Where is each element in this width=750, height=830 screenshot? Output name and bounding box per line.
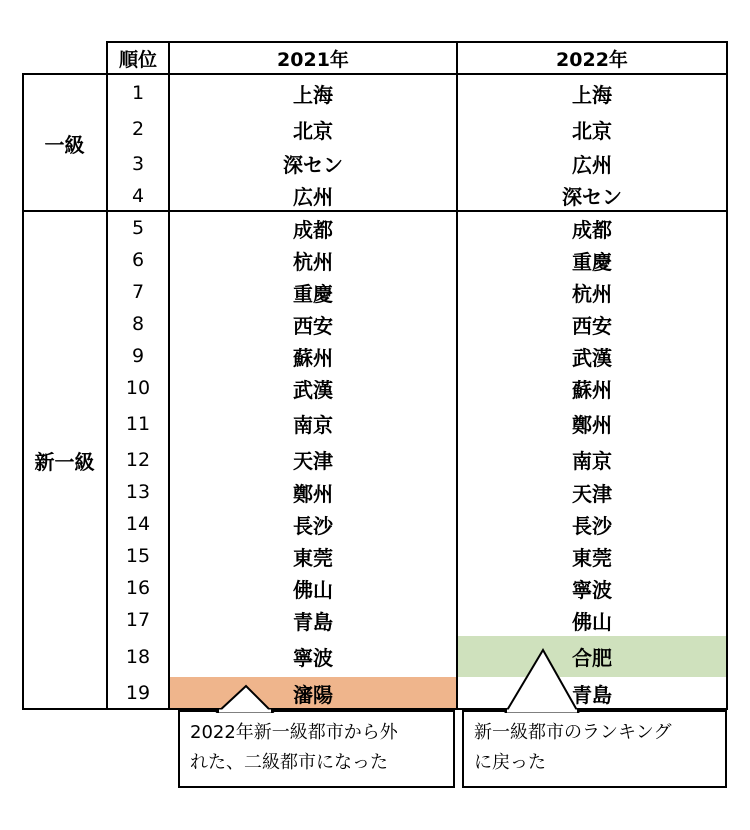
- city-2021-cell: 青島: [293, 609, 333, 634]
- callout-returned-line2: に戻った: [474, 752, 546, 773]
- rank-cell: 10: [125, 377, 151, 399]
- header-rank: 順位: [118, 48, 157, 71]
- rank-cell: 17: [125, 609, 151, 631]
- callout-dropped-line1: 2022年新一級都市から外: [190, 722, 398, 743]
- rank-cell: 4: [131, 184, 145, 207]
- header-2022: 2022年: [556, 48, 628, 71]
- city-2021-cell: 北京: [293, 118, 333, 143]
- city-2022-cell: 上海: [572, 82, 612, 107]
- city-2021-cell: 南京: [293, 413, 333, 437]
- city-2022-cell: 成都: [572, 217, 612, 242]
- tier-new-first-label: 新一級: [34, 450, 95, 474]
- city-2022-cell: 佛山: [572, 609, 612, 634]
- city-2021-cell: 佛山: [293, 577, 333, 602]
- rank-cell: 13: [125, 481, 151, 503]
- callout-dropped-line2: れた、二級都市になった: [190, 752, 388, 773]
- city-2022-cell: 青島: [572, 682, 612, 707]
- city-2022-cell: 天津: [572, 481, 612, 506]
- city-2021-cell: 広州: [293, 185, 333, 209]
- city-2022-cell: 北京: [572, 118, 612, 143]
- header-2021: 2021年: [277, 48, 349, 71]
- city-2022-cell: 南京: [572, 449, 612, 473]
- city-2022-cell: 合肥: [572, 646, 612, 670]
- city-2021-cell: 蘇州: [293, 345, 333, 370]
- city-2022-cell: 東莞: [572, 545, 612, 570]
- city-2021-cell: 鄭州: [293, 481, 333, 506]
- rank-cell: 8: [131, 313, 145, 335]
- city-2021-cell: 杭州: [293, 249, 333, 274]
- city-2022-cell: 深セン: [562, 185, 622, 209]
- city-2022-cell: 長沙: [572, 513, 612, 538]
- city-2021-cell: 寧波: [293, 646, 333, 670]
- city-2021-cell: 天津: [293, 449, 333, 473]
- callout-dropped-tail: [218, 686, 272, 712]
- city-2021-cell: 瀋陽: [293, 682, 333, 707]
- callout-returned-tail: [506, 650, 578, 712]
- rank-cell: 11: [125, 412, 151, 435]
- city-2021-cell: 重慶: [293, 281, 333, 306]
- rank-cell: 12: [125, 448, 151, 471]
- city-2021-cell: 東莞: [293, 545, 333, 570]
- city-2021-cell: 成都: [293, 217, 333, 242]
- rank-cell: 15: [125, 545, 151, 567]
- rank-cell: 14: [125, 513, 151, 535]
- city-2022-cell: 寧波: [572, 577, 612, 602]
- city-2021-cell: 武漢: [293, 377, 333, 402]
- rank-cell: 5: [131, 217, 145, 239]
- city-2022-cell: 重慶: [572, 249, 612, 274]
- rank-cell: 16: [125, 577, 151, 599]
- city-2022-cell: 広州: [572, 153, 612, 177]
- rank-cell: 2: [131, 118, 145, 140]
- callout-returned-line1: 新一級都市のランキング: [474, 722, 672, 743]
- city-2022-cell: 西安: [572, 313, 612, 338]
- city-2022-cell: 蘇州: [572, 377, 612, 402]
- tier-first-label: 一級: [44, 132, 85, 157]
- city-2021-cell: 西安: [293, 313, 333, 338]
- rank-cell: 6: [131, 249, 145, 271]
- rank-cell: 7: [131, 281, 145, 303]
- city-2021-cell: 長沙: [293, 513, 333, 538]
- rank-cell: 18: [125, 645, 151, 668]
- rank-cell: 9: [131, 345, 145, 367]
- city-2022-cell: 杭州: [572, 281, 612, 306]
- rank-cell: 19: [125, 682, 151, 704]
- city-2022-cell: 武漢: [572, 345, 612, 370]
- city-2022-cell: 鄭州: [572, 413, 612, 437]
- rank-cell: 1: [131, 82, 145, 104]
- city-2021-cell: 深セン: [283, 153, 343, 177]
- city-2021-cell: 上海: [293, 82, 333, 107]
- rank-cell: 3: [131, 152, 145, 175]
